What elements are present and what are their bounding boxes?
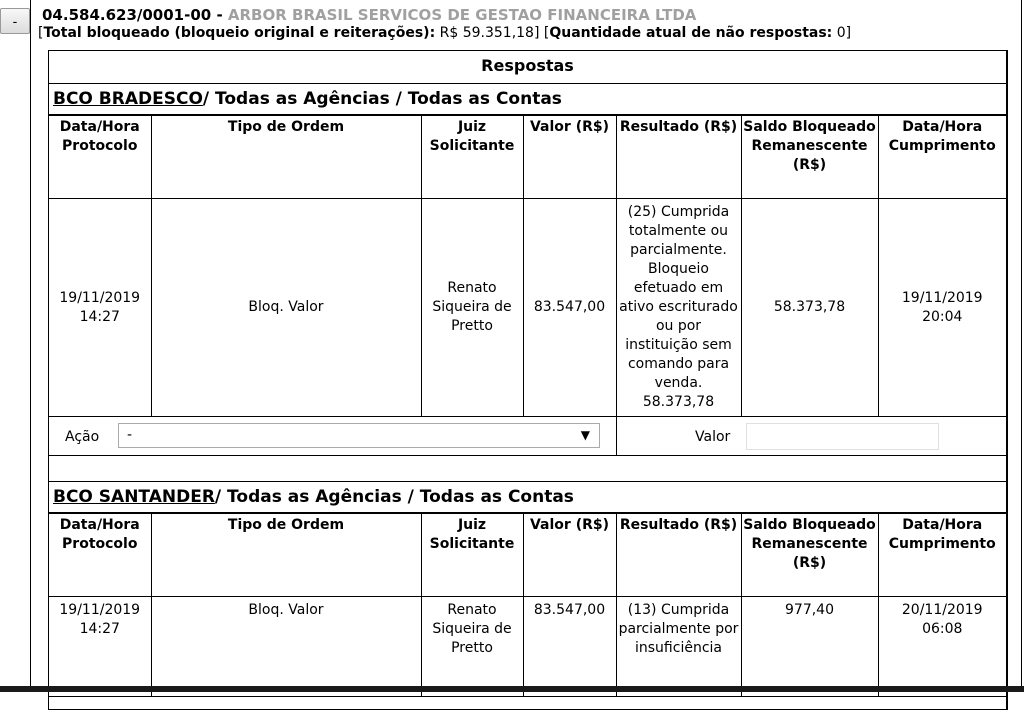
qty-label: Quantidade atual de não respostas: bbox=[549, 25, 833, 41]
col-resultado: Resultado (R$) bbox=[616, 116, 741, 199]
cnpj: 04.584.623/0001-00 bbox=[42, 6, 212, 24]
header-separator: - bbox=[211, 6, 228, 24]
cell-cumprimento: 20/11/2019 06:08 bbox=[878, 597, 1006, 697]
col-valor: Valor (R$) bbox=[523, 116, 616, 199]
col-tipo: Tipo de Ordem bbox=[151, 116, 421, 199]
cell-tipo: Bloq. Valor bbox=[151, 597, 421, 697]
bank-name-link[interactable]: BCO SANTANDER bbox=[53, 487, 215, 507]
col-protocolo: Data/Hora Protocolo bbox=[49, 514, 151, 597]
total-value: R$ 59.351,18 bbox=[435, 25, 534, 41]
col-resultado: Resultado (R$) bbox=[616, 514, 741, 597]
cell-resultado: (25) Cumprida totalmente ou parcialmente. Bloqueio efetuado em ativo escriturado ou por instituição sem comando para venda. 58.373,78 bbox=[616, 199, 741, 417]
valor-input[interactable] bbox=[746, 423, 939, 450]
cell-juiz: Renato Siqueira de Pretto bbox=[421, 199, 523, 417]
bank-header-santander bbox=[49, 482, 1006, 513]
action-label: Ação bbox=[65, 429, 100, 445]
dropdown-arrow-icon: ▼ bbox=[580, 428, 590, 442]
cell-cumprimento: 19/11/2019 20:04 bbox=[878, 199, 1006, 417]
col-protocolo: Data/Hora Protocolo bbox=[49, 116, 151, 199]
left-border-line bbox=[30, 0, 31, 692]
col-saldo: Saldo Bloqueado Remanescente (R$) bbox=[741, 514, 878, 597]
action-select-value: - bbox=[127, 427, 133, 443]
collapse-button[interactable]: - bbox=[0, 8, 30, 34]
bottom-edge-bar bbox=[0, 686, 1024, 692]
action-row bbox=[49, 417, 1006, 456]
col-tipo: Tipo de Ordem bbox=[151, 514, 421, 597]
cell-protocolo: 19/11/2019 14:27 bbox=[49, 199, 151, 417]
cell-resultado: (13) Cumprida parcialmente por insuficiência bbox=[616, 597, 741, 697]
response-table-bradesco bbox=[49, 115, 1006, 417]
cell-saldo: 977,40 bbox=[741, 597, 878, 697]
company-header bbox=[42, 6, 696, 24]
bank-header-bradesco bbox=[49, 84, 1006, 115]
cell-valor: 83.547,00 bbox=[523, 597, 616, 697]
section-spacer bbox=[49, 456, 1006, 482]
valor-label: Valor bbox=[695, 429, 731, 445]
col-juiz: Juiz Solicitante bbox=[421, 116, 523, 199]
table-row bbox=[49, 597, 1006, 697]
col-juiz: Juiz Solicitante bbox=[421, 514, 523, 597]
col-cumprimento: Data/Hora Cumprimento bbox=[878, 116, 1006, 199]
col-valor: Valor (R$) bbox=[523, 514, 616, 597]
table-header-row bbox=[49, 514, 1006, 597]
cell-juiz: Renato Siqueira de Pretto bbox=[421, 597, 523, 697]
table-row bbox=[49, 199, 1006, 417]
bank-name-link[interactable]: BCO BRADESCO bbox=[53, 89, 203, 109]
col-cumprimento: Data/Hora Cumprimento bbox=[878, 514, 1006, 597]
bank-scope: / Todas as Agências / Todas as Contas bbox=[214, 487, 574, 507]
action-select[interactable] bbox=[118, 423, 600, 448]
right-border-line bbox=[1021, 0, 1022, 692]
total-label: Total bloqueado (bloqueio original e reiterações): bbox=[43, 25, 436, 41]
table-header-row bbox=[49, 116, 1006, 199]
action-divider bbox=[616, 417, 617, 455]
cell-saldo: 58.373,78 bbox=[741, 199, 878, 417]
bank-scope: / Todas as Agências / Todas as Contas bbox=[202, 89, 562, 109]
cell-valor: 83.547,00 bbox=[523, 199, 616, 417]
totals-line: [Total bloqueado (bloqueio original e reiterações): R$ 59.351,18] [Quantidade atual de não respostas: 0] bbox=[38, 25, 852, 41]
respostas-title: Respostas bbox=[49, 51, 1006, 84]
respostas-panel bbox=[48, 50, 1008, 710]
cell-tipo: Bloq. Valor bbox=[151, 199, 421, 417]
company-name: ARBOR BRASIL SERVICOS DE GESTAO FINANCEIRA LTDA bbox=[227, 6, 697, 24]
col-saldo: Saldo Bloqueado Remanescente (R$) bbox=[741, 116, 878, 199]
qty-value: 0 bbox=[832, 25, 846, 41]
cell-protocolo: 19/11/2019 14:27 bbox=[49, 597, 151, 697]
response-table-santander bbox=[49, 513, 1006, 697]
